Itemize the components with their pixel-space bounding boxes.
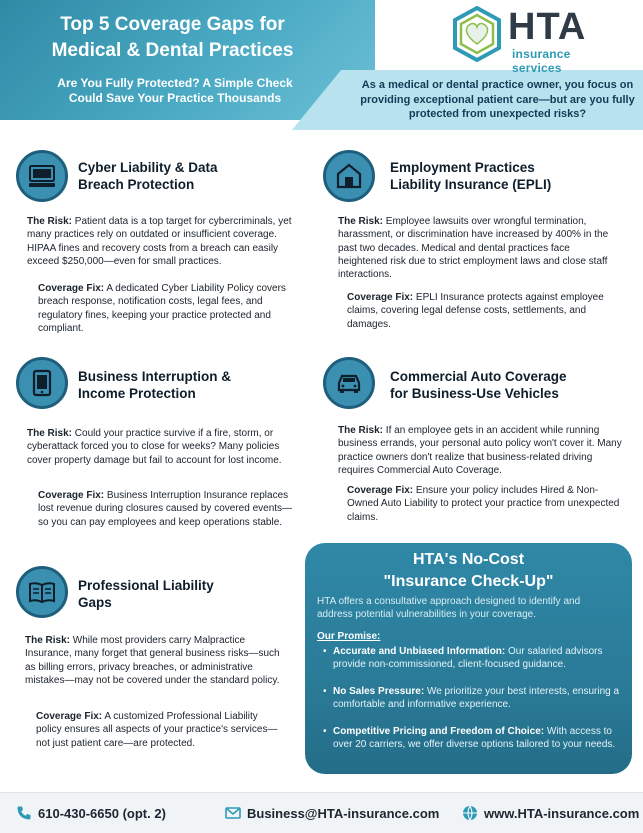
section-title: Commercial Auto Coverage for Business-Use Vehicles (390, 369, 567, 401)
page-subtitle: Are You Fully Protected? A Simple Check Could Save Your Practice Thousands (57, 76, 293, 105)
risk-text: The Risk: If an employee gets in an accident while running business errands, your personal auto policy won't cover it. Many practice owners don't realize that business-related driving requires Commercial Auto Coverage. (338, 425, 622, 476)
insurance-checkup-box (305, 543, 632, 774)
hta-logo (452, 6, 612, 75)
intro-text: As a medical or dental practice owner, you focus on providing exceptional patient care—but are you fully protected from unexpected risks? (360, 79, 635, 120)
phone-icon (16, 805, 32, 821)
section-title: Cyber Liability & Data Breach Protection (78, 160, 218, 192)
footer (0, 792, 643, 833)
logo-name: HTA (508, 6, 587, 48)
header (0, 0, 643, 120)
website-link[interactable]: www.HTA-insurance.com (462, 805, 639, 821)
coverage-fix-text: Coverage Fix: Business Interruption Insurance replaces lost revenue during closures caused by covered events—so you can pay employees and keep operations stable. (38, 490, 293, 528)
page-title: Top 5 Coverage Gaps for Medical & Dental Practices (51, 14, 294, 61)
risk-text: The Risk: Patient data is a top target for cybercriminals, yet many practices rely on outdated or insufficient coverage. HIPAA fines and recovery costs from a breach can easily exceed $250,000—even for small practices. (27, 216, 292, 267)
phone-link[interactable]: 610-430-6650 (opt. 2) (16, 805, 166, 821)
coverage-fix-text: Coverage Fix: Ensure your policy includes Hired & Non-Owned Auto Liability to protect your practice from unexpected claims. (347, 485, 620, 523)
book-icon (16, 566, 68, 618)
promise-item: • Accurate and Unbiased Information: Our salaried advisors provide non-commissioned, client-focused guidance. (323, 646, 603, 671)
promise-item: • No Sales Pressure: We prioritize your best interests, ensuring a comfortable and informative experience. (323, 686, 620, 711)
email-link[interactable]: Business@HTA-insurance.com (225, 805, 439, 821)
section-title: Professional Liability Gaps (78, 578, 214, 610)
logo-tagline: insurance services (512, 47, 571, 75)
globe-icon (462, 805, 478, 821)
promise-item: • Competitive Pricing and Freedom of Choice: With access to over 20 carriers, we offer diverse options tailored to your needs. (323, 726, 616, 751)
bullet-icon: • (323, 686, 327, 697)
coverage-fix-text: Coverage Fix: EPLI Insurance protects against employee claims, covering legal defense costs, settlements, and damages. (347, 292, 604, 330)
promo-intro: HTA offers a consultative approach designed to identify and address potential vulnerabilities in your coverage. (317, 596, 581, 621)
section-title: Employment Practices Liability Insurance (EPLI) (390, 160, 552, 192)
envelope-icon (225, 805, 241, 821)
risk-text: The Risk: Could your practice survive if a fire, storm, or cyberattack forced you to close for weeks? Many policies cover property damage but fail to account for lost income. (27, 428, 282, 466)
coverage-fix-text: Coverage Fix: A customized Professional Liability policy ensures all aspects of your practice's services—not just patient care—are protected. (36, 711, 278, 749)
risk-text: The Risk: While most providers carry Malpractice Insurance, many forget that general business risks—such as billing errors, privacy breaches, or administrative mistakes—may not be covered under the standard policy. (25, 635, 280, 686)
section-title: Business Interruption & Income Protection (78, 369, 232, 401)
car-icon (323, 357, 375, 409)
coverage-fix-text: Coverage Fix: A dedicated Cyber Liability Policy covers breach response, notification costs, legal fees, and regulatory fines, keeping your practice protected and compliant. (38, 283, 286, 334)
building-icon (323, 150, 375, 202)
promo-title: HTA's No-Cost "Insurance Check-Up" (383, 551, 554, 590)
risk-text: The Risk: Employee lawsuits over wrongful termination, harassment, or discrimination have increased by 400% in the past two decades. Medical and dental practices face heightened risk due to strict employment laws and close staff interactions. (338, 216, 609, 281)
promise-heading: Our Promise: (317, 631, 381, 642)
hexagon-heart-logo-icon (452, 6, 502, 62)
bullet-icon: • (323, 646, 327, 657)
tablet-icon (16, 357, 68, 409)
computer-icon (16, 150, 68, 202)
bullet-icon: • (323, 726, 327, 737)
